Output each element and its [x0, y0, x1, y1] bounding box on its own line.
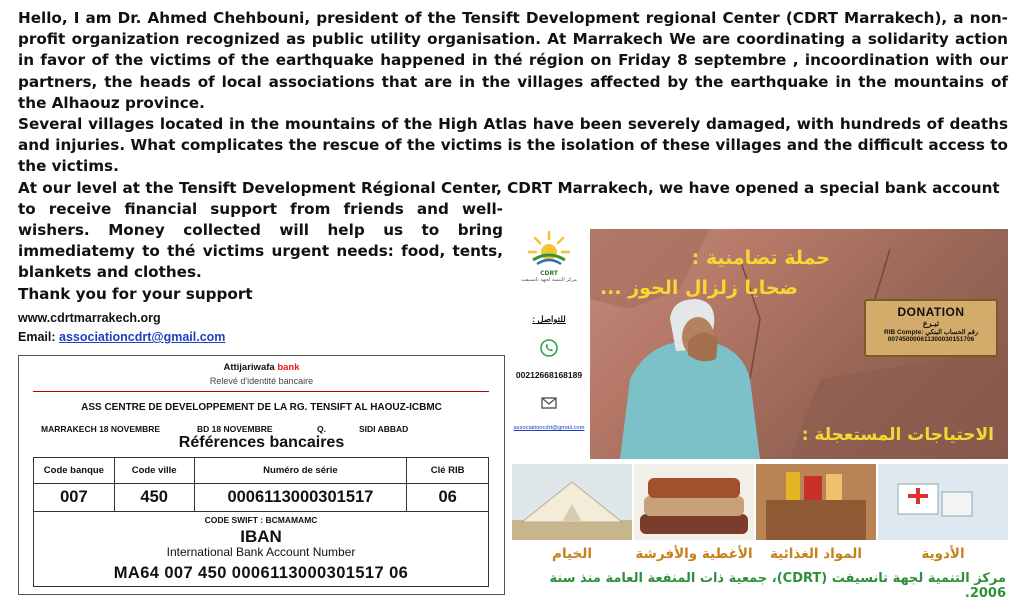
address-part-3: Q.: [317, 424, 326, 434]
iban-label: IBAN: [240, 527, 282, 546]
phone-number[interactable]: 00212668168189: [515, 370, 583, 380]
value-code-banque: 007: [34, 484, 115, 512]
email-line: [18, 328, 225, 347]
red-divider: [33, 391, 489, 392]
donation-arabic: تبـرع: [922, 319, 940, 328]
food-box-icon: [756, 464, 876, 540]
header-code-ville: Code ville: [114, 458, 194, 484]
rib-value-row: [34, 484, 489, 512]
contact-arabic-label: للتواصل :: [532, 314, 566, 324]
cdrt-logo: [513, 230, 585, 312]
iban-box: [33, 511, 489, 587]
tent-icon: [512, 464, 632, 540]
need-food-image: [756, 464, 876, 540]
letter-paragraph-2: Several villages located in the mountains of the High Atlas have been severely damaged, with hundreds of deaths and injuries. What complicates the rescue of the victims is the isolation of these villages and the difficult access to the victims.: [18, 115, 1008, 176]
value-cle-rib: 06: [407, 484, 489, 512]
header-cle-rib: Clé RIB: [407, 458, 489, 484]
contact-column: [510, 312, 588, 431]
blankets-icon: [634, 464, 754, 540]
swift-code: CODE SWIFT : BCMAMAMC: [204, 515, 318, 525]
iban-number: MA64 007 450 0006113000301517 06: [113, 564, 409, 582]
account-holder: ASS CENTRE DE DEVELOPPEMENT DE LA RG. TENSIFT AL HAOUZ-ICBMC: [81, 402, 442, 413]
value-code-ville: 450: [114, 484, 194, 512]
header-numero-serie: Numéro de série: [194, 458, 407, 484]
bank-word: bank: [277, 362, 300, 373]
website-link[interactable]: www.cdrtmarrakech.org: [18, 311, 161, 325]
poster-line-2: ضحايا زلزال الحوز ...: [599, 277, 798, 299]
need-label-food: المواد الغذائية: [770, 546, 862, 562]
sun-logo-icon: [527, 230, 571, 270]
side-email-link[interactable]: associationcdrt@gmail.com: [513, 425, 585, 431]
bank-name-text: Attijariwafa: [223, 362, 275, 373]
releve-label: Relevé d'identité bancaire: [209, 376, 314, 386]
medicine-icon: [878, 464, 1008, 540]
references-title: Références bancaires: [178, 434, 345, 451]
bank-name: [19, 362, 504, 373]
letter-thanks: Thank you for your support: [18, 284, 253, 303]
letter-paragraph-1: Hello, I am Dr. Ahmed Chehbouni, president of the Tensift Development regional Center (CDRT Marrakech), a non-profit organization recognized as public utility organisation. At Marrakech We are coordinating a solidarity action in favor of the victims of the earthquake happened in thé région on Friday 8 septembre , incoordination with our partners, the heads of local associations that are in the villages affected by the earthquake in the mountains of the Alhaouz province.: [18, 9, 1008, 112]
need-label-tents: الخيام: [552, 546, 592, 562]
footer-arabic: مركز التنمية لجهة تانسيفت (CDRT)، جمعية ذات المنفعة العامة منذ سنة 2006.: [549, 571, 1006, 601]
header-code-banque: Code banque: [34, 458, 115, 484]
iban-subtitle: International Bank Account Number: [166, 545, 356, 559]
address-part-2: BD 18 NOVEMBRE: [197, 424, 273, 434]
address-part-1: MARRAKECH 18 NOVEMBRE: [41, 424, 161, 434]
need-blankets-image: [634, 464, 754, 540]
email-label: Email:: [18, 330, 59, 344]
donation-rib-number: 007450000611300030151706: [887, 336, 975, 343]
solidarity-poster: [590, 229, 1008, 459]
address-part-4: SIDI ABBAD: [359, 424, 409, 434]
rib-table: [33, 457, 489, 512]
need-label-medicine: الأدوية: [921, 546, 965, 562]
donation-box: [864, 299, 998, 357]
rib-header-row: [34, 458, 489, 484]
contact-block: [18, 309, 225, 347]
bank-rib-card: [18, 355, 505, 595]
logo-caption: CDRT: [540, 270, 558, 277]
donation-title: DONATION: [897, 305, 965, 319]
need-tent-image: [512, 464, 632, 540]
mail-icon: [540, 394, 558, 412]
letter-paragraph-3b: to receive financial support from friends and well-wishers. Money collected will help us to bring immediatemy to thé victims urgent needs: food, tents, blankets and clothes.: [18, 199, 503, 282]
logo-arabic: مركز التنمية لجهة تانسيفت: [521, 277, 577, 283]
whatsapp-icon: [540, 339, 558, 357]
email-link[interactable]: associationcdrt@gmail.com: [59, 330, 226, 344]
letter-paragraph-3a: At our level at the Tensift Development Régional Center, CDRT Marrakech, we have opened a special bank account: [18, 178, 1000, 197]
value-numero-serie: 0006113000301517: [194, 484, 407, 512]
donation-rib-label: RIB Compte: رقم الحساب البنكي: [884, 329, 978, 336]
poster-line-1: حملة تضامنية :: [691, 247, 830, 269]
need-medicine-image: [878, 464, 1008, 540]
poster-needs-title: الاحتياجات المستعجلة :: [801, 425, 994, 445]
need-label-blankets: الأغطية والأفرشة: [635, 546, 753, 562]
